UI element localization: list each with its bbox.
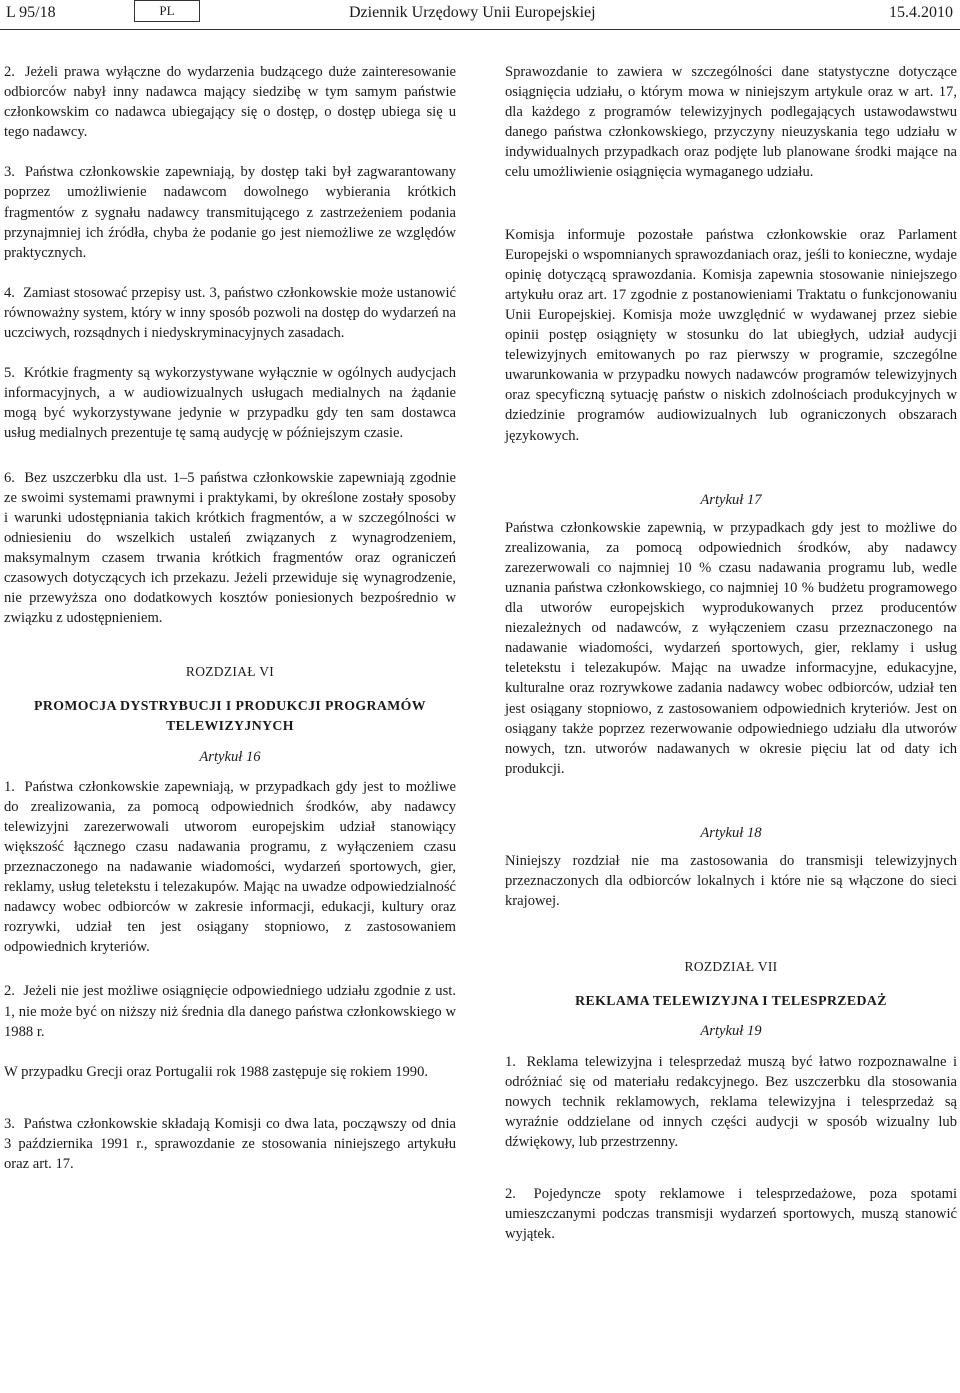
chapter-heading: ROZDZIAŁ VII [684,959,778,975]
paragraph-number: 2. [4,983,15,1000]
article-heading: Artykuł 18 [700,824,762,841]
commission-paragraph: Komisja informuje pozostałe państwa członkowskie oraz Parlament Europejski o wspomnianych sprawozdaniach oraz, jeśli to konieczne, wydaje opinię dotyczącą sprawozdania. Komisja zapewnia stosowanie niniejszego artykułu oraz art. 17 zgodnie z postanowieniami Traktatu o funkcjonowaniu Unii Europejskiej. Komisja może uwzględnić w wydawanej przez siebie opinii postęp osiągnięty w stosunku do lat ubiegłych, udział audycji telewizyjnych emitowanych po raz pierwszy w programie, szczególne uwarunkowania w przypadku nowych nadawców programów telewizyjnych oraz specyficzną sytuację państw o niskich zdolnościach produkcyjnych w dziedzinie programów audiowizualnych lub ograniczonych obszarach językowych. [505,226,957,444]
article-19-paragraph-1 [505,1052,957,1152]
left-column [4,62,456,1174]
header-rule [0,29,960,30]
page-header [0,0,960,32]
article-heading: Artykuł 16 [199,748,261,765]
chapter-title: REKLAMA TELEWIZYJNA I TELESPRZEDAŻ [575,993,887,1009]
paragraph-text: Państwa członkowskie składają Komisji co dwa lata, począwszy od dnia 3 października 1991 r., sprawozdanie ze stosowania niniejszego artykułu oraz art. 17. [4,1115,456,1173]
language-badge: PL [134,0,200,22]
paragraph-text: Zamiast stosować przepisy ust. 3, państwo członkowskie może ustanowić równoważny system, który w inny sposób pozwoli na dostęp do wydarzeń na uczciwych, rozsądnych i niedyskryminacyjnych zasadach. [4,284,456,342]
paragraph-text: Państwa członkowskie zapewniają, w przypadkach gdy jest to możliwe do zrealizowania, za pomocą odpowiednich środków, aby nadawcy telewizyjni zarezerwowali utworom europejskim udział stanowiący większość łącznego czasu nadawania programu, z wyłączeniem czasu przeznaczonego na nadawanie wiadomości, wydarzeń sportowych, gier, reklamy, usług teletekstu i telezakupów. Mając na uwadze odpowiedzialność nadawcy wobec odbiorców w zakresie informacji, edukacji, kultury oraz rozrywki, udział ten jest osiągany stopniowo, z zastosowaniem odpowiednich kryteriów. [4,778,456,956]
paragraph-number: 3. [4,1115,15,1132]
article-17-text: Państwa członkowskie zapewnią, w przypadkach gdy jest to możliwe do zrealizowania, za pomocą odpowiednich środków, aby nadawcy zarezerwowali co najmniej 10 % czasu nadawania programu lub, wedle uznania państwa członkowskiego, co najmniej 10 % budżetu programowego dla utworów europejskich wyprodukowanych przez producentów niezależnych od nadawców, z wyłączeniem czasu przeznaczonego na nadawanie wiadomości, wydarzeń sportowych, gier, reklamy i usług teletekstu i telezakupów. Mając na uwadze informacyjne, edukacyjne, kulturalne oraz rozrywkowe zadania nadawcy wobec odbiorców, udział ten jest osiągany stopniowo, z zastosowaniem odpowiednich kryteriów. Jest on osiągany także poprzez rezerwowanie odpowiedniego udziału dla utworów nowych, tzn. utworów nadawanych w okresie pięciu lat od daty ich produkcji. [505,519,957,777]
page-number: L 95/18 [6,4,56,21]
article-heading: Artykuł 17 [700,491,762,508]
chapter-heading: ROZDZIAŁ VI [185,664,275,680]
paragraph-2 [4,62,456,142]
article-16-paragraph-2-subparagraph: W przypadku Grecji oraz Portugalii rok 1988 zastępuje się rokiem 1990. [4,1063,429,1080]
paragraph-number: 1. [505,1053,516,1070]
journal-title: Dziennik Urzędowy Unii Europejskiej [349,4,596,21]
paragraph-6 [4,468,456,629]
article-16-paragraph-1 [4,777,456,958]
paragraph-number: 3. [4,164,15,181]
paragraph-number: 2. [505,1186,516,1203]
paragraph-text: Bez uszczerbku dla ust. 1–5 państwa członkowskie zapewniają zgodnie ze swoimi systemami prawnymi i praktykami, by określone zostały sposoby i warunki udostępniania takich krótkich fragmentów, a w szczególności w odniesieniu do wszelkich ustaleń związanych z wynagrodzeniem, maksymalnym czasem trwania krótkich fragmentów oraz ograniczeń czasowych dotyczących ich przekazu. Jeżeli przewiduje się wynagrodzenie, nie przewyższa ono dodatkowych kosztów poniesionych bezpośrednio w związku z udostępnieniem. [4,469,456,627]
paragraph-text: Pojedyncze spoty reklamowe i telesprzedażowe, poza spotami umieszczanymi podczas transmisji wydarzeń sportowych, muszą stanowić wyjątek. [505,1186,957,1243]
paragraph-text: Krótkie fragmenty są wykorzystywane wyłącznie w ogólnych audycjach informacyjnych, a w audiowizualnych usługach medialnych na żądanie mogą być wykorzystywane jedynie w przypadku gdy ten sam dostawca usług medialnych prezentuje tę samą audycję w późniejszym czasie. [4,365,456,442]
article-19-paragraph-2 [505,1184,957,1244]
paragraph-text: Jeżeli nie jest możliwe osiągnięcie odpowiedniego udziału zgodnie z ust. 1, nie może być on niższy niż średnia dla danego państwa członkowskiego w 1988 r. [4,983,456,1040]
article-16-paragraph-2 [4,981,456,1041]
paragraph-text: Państwa członkowskie zapewniają, by dostęp taki był zagwarantowany poprzez umożliwienie nadawcom dowolnego wybierania krótkich fragmentów z sygnału nadawcy transmitującego z zastrzeżeniem podania przynajmniej ich źródła, chyba że podanie go jest niemożliwe ze względów praktycznych. [4,164,457,261]
article-heading: Artykuł 19 [700,1023,762,1040]
paragraph-5 [4,363,456,443]
paragraph-number: 2. [4,64,15,80]
paragraph-number: 4. [4,284,15,301]
chapter-title: PROMOCJA DYSTRYBUCJI I PRODUKCJI PROGRAMÓW TELEWIZYJNYCH [34,698,426,734]
paragraph-text: Jeżeli prawa wyłączne do wydarzenia budzącego duże zainteresowanie odbiorców nabył inny nadawca mający siedzibę w tym samym państwie członkowskim co nadawca ubiegający się o dostęp, o dostęp ubiega się u tego nadawcy. [4,64,457,141]
paragraph-number: 1. [4,778,15,795]
paragraph-text: Reklama telewizyjna i telesprzedaż muszą być łatwo rozpoznawalne i odróżniać się od materiału redakcyjnego. Bez uszczerbku dla stosowania nowych technik reklamowych, reklama telewizyjna i telesprzedaż są wyraźnie oddzielane od innych części audycji w sposób wizualny lub dźwiękowy, lub przestrzenny. [505,1053,957,1150]
article-16-paragraph-3 [4,1114,456,1174]
paragraph-number: 5. [4,365,15,382]
paragraph-4 [4,283,456,343]
right-column [505,62,957,1244]
article-18-text: Niniejszy rozdział nie ma zastosowania do transmisji telewizyjnych przeznaczonych dla odbiorców lokalnych i które nie są włączone do sieci krajowej. [505,853,957,910]
report-contents-paragraph: Sprawozdanie to zawiera w szczególności dane statystyczne dotyczące osiągnięcia udziału, o którym mowa w niniejszym artykule oraz w art. 17, dla każdego z programów telewizyjnych podlegających ustawodawstwu danego państwa członkowskiego, przyczyny nieuzyskania tego udziału w indywidualnych przypadkach oraz podjęte lub planowane środki mające na celu umożliwienie osiągnięcia wymaganego udziału. [505,64,957,181]
publication-date: 15.4.2010 [889,4,953,21]
paragraph-number: 6. [4,469,15,486]
paragraph-3 [4,162,456,262]
